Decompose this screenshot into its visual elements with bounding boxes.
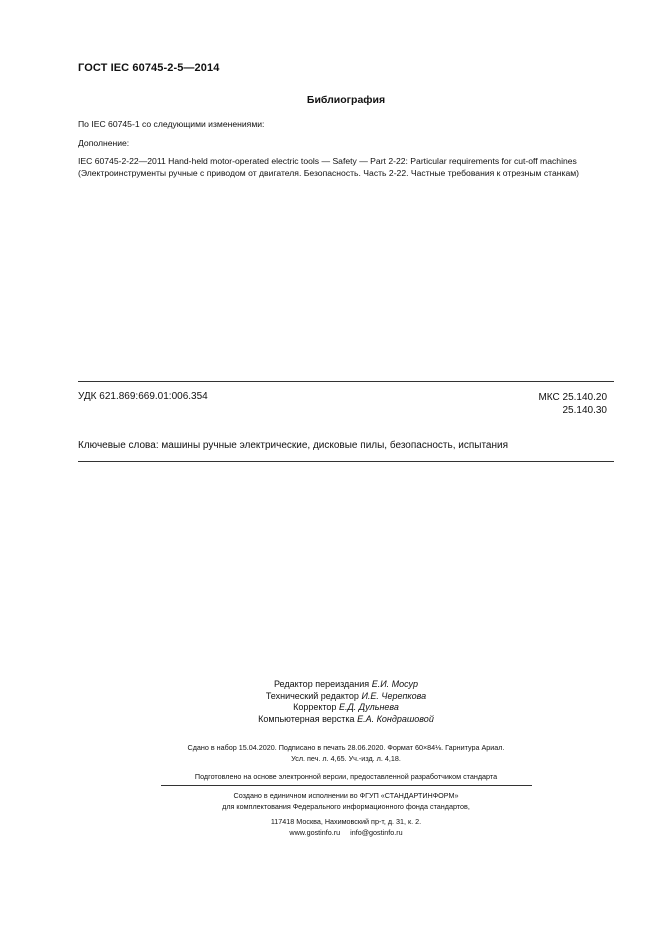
divider-publisher [161,785,532,786]
contact-line [0,827,661,838]
publication-line: Усл. печ. л. 4,65. Уч.-изд. л. 4,18. [291,754,401,763]
keywords: Ключевые слова: машины ручные электрические, дисковые пилы, безопасность, испытания [78,440,508,451]
standard-code: ГОСТ IEC 60745-2-5—2014 [78,62,220,74]
staff-line: Редактор переиздания Е.И. Мосур [273,679,419,689]
bibliography-title: Библиография [306,94,386,106]
staff-line: Корректор Е.Д. Дульнева [293,702,399,713]
staff-credits [0,679,661,725]
publisher-address [0,816,661,838]
prepared-note: Подготовлено на основе электронной версии, предоставленной разработчиком стандарта [194,772,498,781]
website-link[interactable]: www.gostinfo.ru [289,828,341,837]
publisher-line: Создано в единичном исполнении во ФГУП «СТАНДАРТИНФОРМ» [233,791,459,800]
publication-line: Сдано в набор 15.04.2020. Подписано в печать 28.06.2020. Формат 60×84⅛. Гарнитура Ариал. [187,743,505,752]
bibliography-addition: Дополнение: [78,138,130,148]
udk-code: УДК 621.869:669.01:006.354 [78,391,208,402]
divider-top [78,381,614,382]
publisher-line: для комплектования Федерального информационного фонда стандартов, [222,802,470,811]
staff-line: Компьютерная верстка Е.А. Кондрашовой [258,713,434,724]
email-link[interactable]: info@gostinfo.ru [350,828,403,837]
divider-bottom [78,461,614,462]
address-line: 117418 Москва, Нахимовский пр-т, д. 31, к. 2. [270,817,422,826]
publisher-info [0,790,661,812]
mks-code-1: МКС 25.140.20 [538,392,607,403]
publication-info [0,742,661,764]
bibliography-intro: По IEC 60745-1 со следующими изменениями: [78,119,265,129]
staff-line: Технический редактор И.Е. Черепкова [265,690,427,701]
mks-codes [538,391,607,417]
bibliography-entry: IEC 60745-2-22—2011 Hand-held motor-operated electric tools — Safety — Part 2-22: Particular requirements for cut-off machines (Электроинструменты ручные с приводом от двигателя. Безопасность. Часть 2-22. Частные требования к отрезным станкам) [78,156,580,178]
mks-code-2: 25.140.30 [562,405,607,416]
